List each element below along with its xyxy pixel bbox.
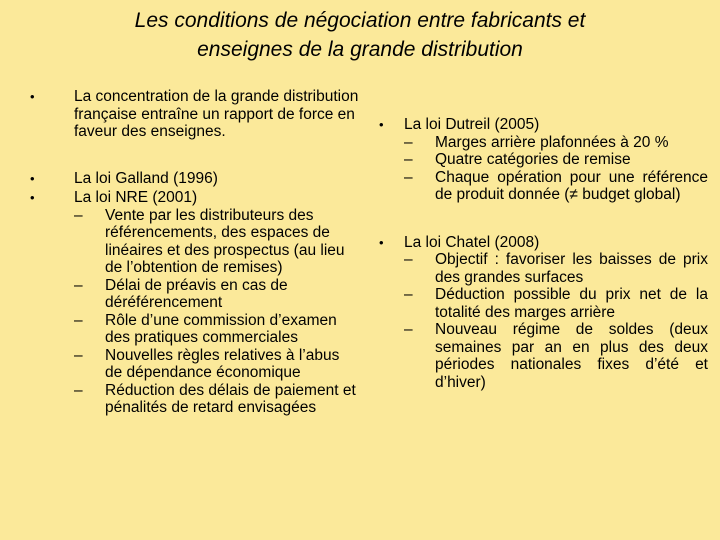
sub-item-text: Quatre catégories de remise [435, 151, 631, 168]
sub-item [74, 277, 360, 312]
dash-icon: – [404, 286, 413, 303]
item-text: La loi Dutreil (2005) [404, 116, 540, 133]
slide-title [40, 6, 680, 64]
right-column [372, 116, 708, 391]
sub-item-text: Déduction possible du prix net de la totalité des marges arrière [435, 286, 708, 321]
sub-item-text: Réduction des délais de paiement et pénalités de retard envisagées [105, 381, 356, 416]
list-item [0, 170, 360, 188]
dash-icon: – [74, 311, 83, 329]
sub-item-text: Rôle d’une commission d’examen des pratiques commerciales [105, 311, 337, 346]
sub-item [404, 151, 708, 169]
bullet-icon: • [30, 190, 35, 205]
sub-item [404, 251, 708, 286]
item-text: La concentration de la grande distribution française entraîne un rapport de force en faveur des enseignes. [74, 88, 359, 140]
dash-icon: – [74, 346, 83, 364]
title-line-2: enseignes de la grande distribution [197, 38, 523, 61]
list-item [0, 189, 360, 417]
dash-icon: – [404, 251, 413, 268]
sub-item [74, 312, 360, 347]
dash-icon: – [74, 276, 83, 294]
title-line-1: Les conditions de négociation entre fabricants et [134, 9, 586, 32]
sub-item [404, 169, 708, 204]
list-item [372, 116, 708, 204]
left-column [0, 88, 360, 417]
sub-item-text: Marges arrière plafonnées à 20 % [435, 133, 669, 151]
bullet-icon: • [30, 170, 35, 186]
sub-item [74, 347, 360, 382]
bullet-icon: • [30, 89, 35, 104]
bullet-icon: • [379, 117, 384, 132]
sub-item [404, 286, 708, 321]
sub-item [74, 382, 360, 417]
sub-item-text: Délai de préavis en cas de déréférencement [105, 276, 288, 311]
dash-icon: – [404, 151, 413, 168]
dash-icon: – [404, 321, 413, 338]
list-item [372, 234, 708, 392]
sub-item-text: Nouvelles règles relatives à l’abus de dépendance économique [105, 346, 340, 381]
item-text: La loi Chatel (2008) [404, 233, 540, 251]
dash-icon: – [404, 168, 413, 186]
sub-item-text: Objectif : favoriser les baisses de prix des grandes surfaces [435, 251, 708, 286]
list-item [0, 88, 360, 141]
sub-item-text: Nouveau régime de soldes (deux semaines par an en plus des deux périodes nationales fixes d’été et d’hiver) [435, 321, 708, 391]
bullet-icon: • [379, 234, 384, 250]
sub-item [404, 321, 708, 391]
sub-item [404, 134, 708, 152]
sub-item [74, 207, 360, 277]
sub-item-text: Vente par les distributeurs des référencements, des espaces de linéaires et des prospectus (au lieu de l’obtention de remises) [105, 206, 345, 276]
item-text: La loi NRE (2001) [74, 189, 198, 206]
sub-item-text: Chaque opération pour une référence de produit donnée (≠ budget global) [435, 168, 708, 203]
item-text: La loi Galland (1996) [74, 169, 218, 187]
dash-icon: – [74, 381, 83, 399]
dash-icon: – [74, 206, 83, 224]
dash-icon: – [404, 133, 413, 151]
